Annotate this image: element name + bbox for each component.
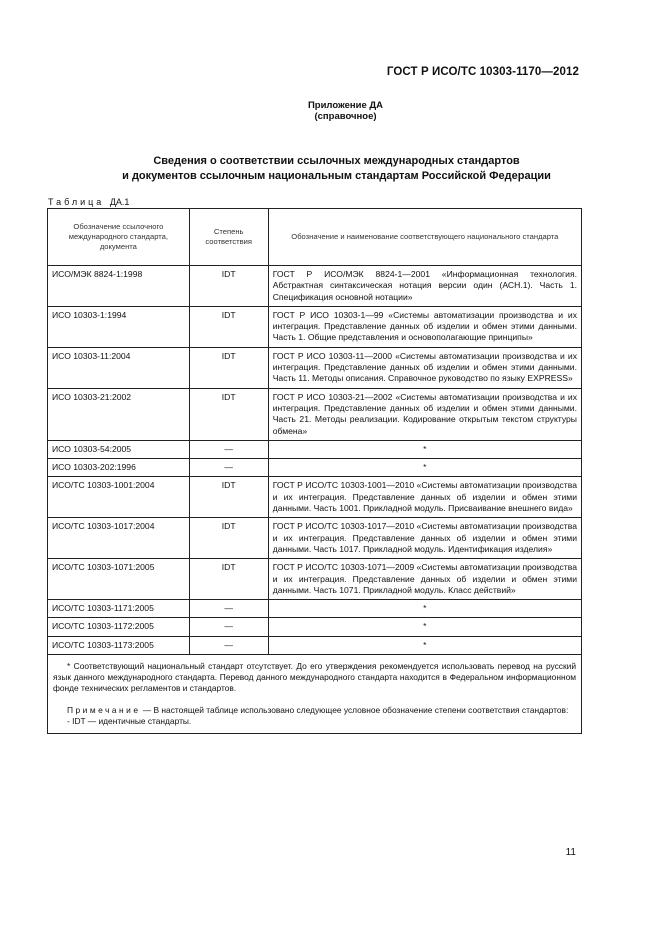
note-text: — В настоящей таблице использовано следующее условное обозначение степени соответствия стандартов: bbox=[140, 705, 569, 716]
note-item: - IDT — идентичные стандарты. bbox=[67, 716, 192, 727]
cell-degree: IDT bbox=[189, 347, 268, 388]
cell-reference: ИСО/ТС 10303-1001:2004 bbox=[48, 477, 190, 518]
cell-degree: IDT bbox=[189, 266, 268, 307]
section-title bbox=[0, 154, 661, 184]
cell-degree: IDT bbox=[189, 559, 268, 600]
cell-degree: — bbox=[189, 600, 268, 618]
cell-reference: ИСО 10303-54:2005 bbox=[48, 440, 190, 458]
table-row bbox=[48, 306, 582, 347]
section-title-line-1: Сведения о соответствии ссылочных международных стандартов bbox=[153, 155, 520, 167]
cell-reference: ИСО/ТС 10303-1173:2005 bbox=[48, 636, 190, 654]
table-footnotes bbox=[48, 655, 582, 734]
cell-reference: ИСО 10303-11:2004 bbox=[48, 347, 190, 388]
cell-reference: ИСО/МЭК 8824-1:1998 bbox=[48, 266, 190, 307]
document-header: ГОСТ Р ИСО/ТС 10303-1170—2012 bbox=[386, 66, 579, 78]
section-title-line-2: и документов ссылочным национальным стандартам Российской Федерации bbox=[122, 170, 551, 182]
table-row bbox=[48, 266, 582, 307]
table-row bbox=[48, 600, 582, 618]
cell-degree: — bbox=[189, 459, 268, 477]
table-row bbox=[48, 347, 582, 388]
table-row bbox=[48, 388, 582, 440]
table-row bbox=[48, 477, 582, 518]
correspondence-table bbox=[47, 208, 582, 734]
table-row bbox=[48, 518, 582, 559]
annex-subtitle: (справочное) bbox=[314, 111, 377, 122]
cell-degree: IDT bbox=[189, 306, 268, 347]
cell-national-standard: * bbox=[268, 636, 581, 654]
table-row bbox=[48, 440, 582, 458]
cell-national-standard: ГОСТ Р ИСО 10303-11—2000 «Системы автоматизации производства и их интеграция. Представление данных об изделии и обмен этими данными. Часть 11. Методы описания. Справочное руководство по языку EXPRESS» bbox=[268, 347, 581, 388]
cell-reference: ИСО 10303-202:1996 bbox=[48, 459, 190, 477]
annex-heading bbox=[0, 100, 661, 122]
table-footer-row bbox=[48, 655, 582, 734]
cell-reference: ИСО/ТС 10303-1172:2005 bbox=[48, 618, 190, 636]
cell-degree: — bbox=[189, 618, 268, 636]
cell-degree: — bbox=[189, 636, 268, 654]
table-label-number: ДА.1 bbox=[109, 197, 130, 207]
cell-reference: ИСО/ТС 10303-1017:2004 bbox=[48, 518, 190, 559]
column-header-reference: Обозначение ссылочного международного стандарта, документа bbox=[48, 209, 190, 266]
cell-reference: ИСО 10303-21:2002 bbox=[48, 388, 190, 440]
cell-national-standard: * bbox=[268, 440, 581, 458]
cell-degree: — bbox=[189, 440, 268, 458]
column-header-degree: Степень соответствия bbox=[189, 209, 268, 266]
footnote-text: * Соответствующий национальный стандарт отсутствует. До его утверждения рекомендуется использовать перевод на русский язык данного международного стандарта. Перевод данного международного стандарта находится в Федеральном информационном фонде технических регламентов и стандартов. bbox=[53, 661, 576, 694]
table-row bbox=[48, 559, 582, 600]
cell-national-standard: ГОСТ Р ИСО/МЭК 8824-1—2001 «Информационная технология. Абстрактная синтаксическая нотация версии один (АСН.1). Часть 1. Спецификация основной нотации» bbox=[268, 266, 581, 307]
cell-reference: ИСО 10303-1:1994 bbox=[48, 306, 190, 347]
column-header-national: Обозначение и наименование соответствующего национального стандарта bbox=[268, 209, 581, 266]
cell-national-standard: ГОСТ Р ИСО/ТС 10303-1001—2010 «Системы автоматизации производства и их интеграция. Представление данных об изделии и обмен этими данными. Часть 1001. Прикладной модуль. Присваивание внешнего вида» bbox=[268, 477, 581, 518]
table-header-row bbox=[48, 209, 582, 266]
cell-national-standard: ГОСТ Р ИСО/ТС 10303-1017—2010 «Системы автоматизации производства и их интеграция. Представление данных об изделии и обмен этими данными. Часть 1017. Прикладной модуль. Идентификация изделия» bbox=[268, 518, 581, 559]
cell-degree: IDT bbox=[189, 518, 268, 559]
cell-national-standard: ГОСТ Р ИСО 10303-1—99 «Системы автоматизации производства и их интеграция. Представление данных об изделии и обмен этими данными. Часть 1. Общие представления и основополагающие принципы» bbox=[268, 306, 581, 347]
cell-national-standard: * bbox=[268, 600, 581, 618]
table-row bbox=[48, 636, 582, 654]
cell-national-standard: * bbox=[268, 459, 581, 477]
table-row bbox=[48, 618, 582, 636]
table-label bbox=[48, 197, 129, 207]
cell-reference: ИСО/ТС 10303-1171:2005 bbox=[48, 600, 190, 618]
note-label: Примечание bbox=[67, 705, 141, 716]
cell-degree: IDT bbox=[189, 477, 268, 518]
cell-degree: IDT bbox=[189, 388, 268, 440]
cell-national-standard: * bbox=[268, 618, 581, 636]
table-row bbox=[48, 459, 582, 477]
cell-national-standard: ГОСТ Р ИСО/ТС 10303-1071—2009 «Системы автоматизации производства и их интеграция. Представление данных об изделии и обмен этими данными. Часть 1071. Прикладной модуль. Класс действий» bbox=[268, 559, 581, 600]
cell-reference: ИСО/ТС 10303-1071:2005 bbox=[48, 559, 190, 600]
cell-national-standard: ГОСТ Р ИСО 10303-21—2002 «Системы автоматизации производства и их интеграция. Представление данных об изделии и обмен этими данными. Часть 21. Методы реализации. Кодирование открытым текстом структуры обмена» bbox=[268, 388, 581, 440]
note-paragraph bbox=[53, 705, 576, 716]
table-label-word: Таблица bbox=[48, 197, 105, 207]
annex-title: Приложение ДА bbox=[307, 100, 384, 111]
page-number: 11 bbox=[565, 847, 576, 858]
